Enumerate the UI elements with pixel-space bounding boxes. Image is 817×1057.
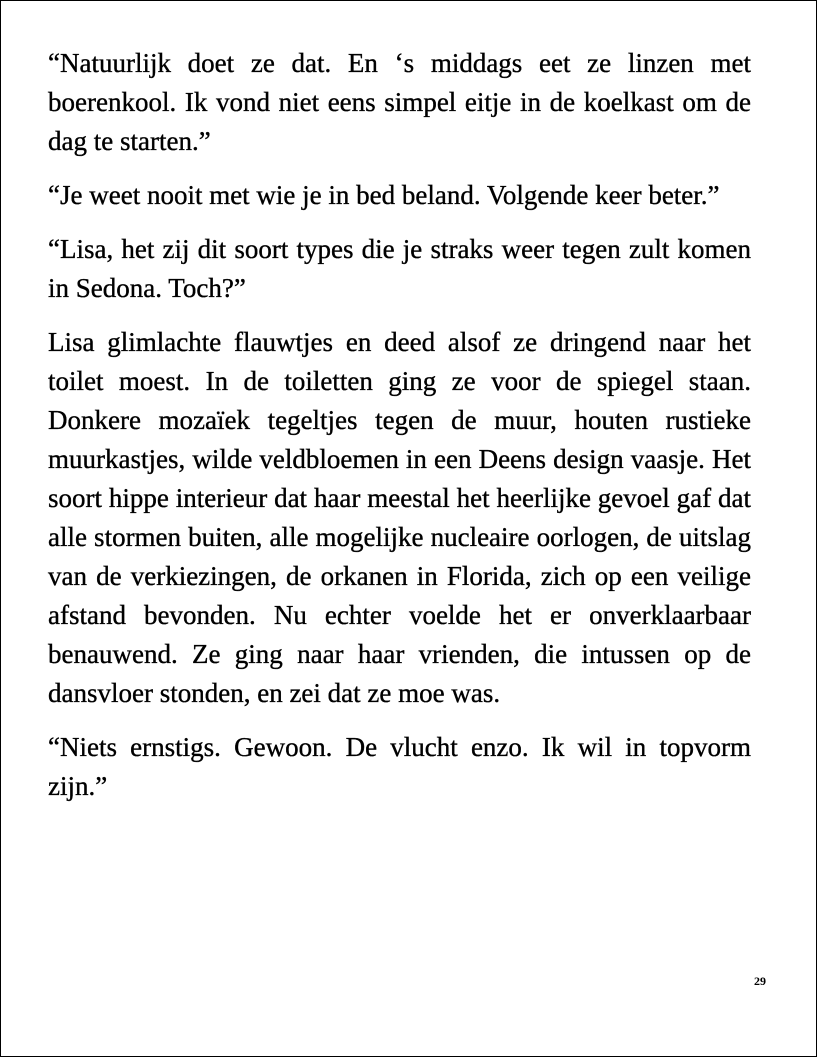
paragraph-3: “Lisa, het zij dit soort types die je straks weer tegen zult komen in Sedona. Toch?”	[48, 234, 751, 303]
paragraph-5: “Niets ernstigs. Gewoon. De vlucht enzo. Ik wil in topvorm zijn.”	[48, 732, 751, 801]
page-number: 29	[754, 974, 766, 988]
paragraph-4: Lisa glimlachte flauwtjes en deed alsof ze dringend naar het toilet moest. In de toiletten ging ze voor de spiegel staan. Donkere mozaïek tegeltjes tegen de muur, houten rustieke muurkastjes, wilde veldbloemen in een Deens design vaasje. Het soort hippe interieur dat haar meestal het heerlijke gevoel gaf dat alle stormen buiten, alle mogelijke nucleaire oorlogen, de uitslag van de verkiezingen, de orkanen in Florida, zich op een veilige afstand bevonden. Nu echter voelde het er onverklaarbaar benauwend. Ze ging naar haar vrienden, die intussen op de dansvloer stonden, en zei dat ze moe was.	[48, 327, 751, 708]
paragraph-1: “Natuurlijk doet ze dat. En ‘s middags eet ze linzen met boerenkool. Ik vond niet eens simpel eitje in de koelkast om de dag te starten.”	[48, 48, 751, 156]
paragraph-2: “Je weet nooit met wie je in bed beland. Volgende keer beter.”	[48, 180, 720, 210]
body-text	[48, 44, 751, 821]
